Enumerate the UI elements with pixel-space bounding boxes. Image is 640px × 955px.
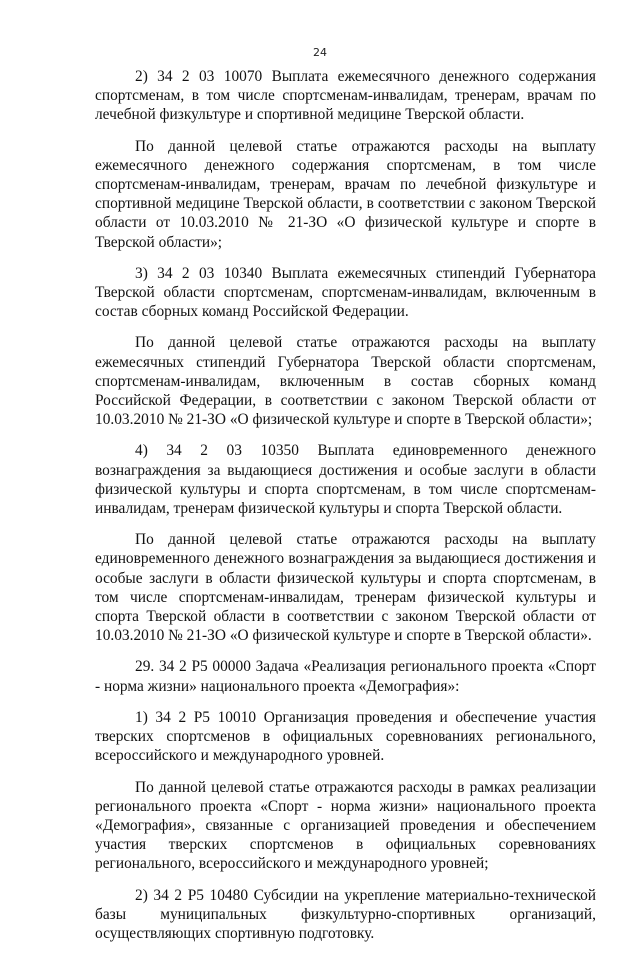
document-body: [95, 67, 596, 955]
paragraph-description-10010: По данной целевой статье отражаются расходы в рамках реализации регионального проекта «Спорт - норма жизни» национального проекта «Демография», связанные с организацией проведения и обеспечением участия тверских спортсменов в официальных соревнованиях регионального, всероссийского и международного уровней;: [95, 778, 596, 873]
paragraph-task-29-sport-norm: 29. 34 2 Р5 00000 Задача «Реализация регионального проекта «Спорт - норма жизни» национального проекта «Демография»:: [95, 658, 596, 695]
paragraph-description-10340: По данной целевой статье отражаются расходы на выплату ежемесячных стипендий Губернатора Тверской области спортсменам, спортсменам-инвалидам, включенным в состав сборных команд Российской Федерации, в соответствии с законом Тверской области от 10.03.2010 № 21-ЗО «О физической культуре и спорте в Тверской области»;: [95, 334, 596, 429]
paragraph-description-10070: По данной целевой статье отражаются расходы на выплату ежемесячного денежного содержания спортсменам, в том числе спортсменам-инвалидам, тренерам, врачам по лечебной физкультуре и спортивной медицине Тверской области, в соответствии с законом Тверской области от 10.03.2010 № 21-ЗО «О физической культуре и спорте в Тверской области»;: [95, 137, 596, 251]
paragraph-item-2-subsidies-10480: 2) 34 2 Р5 10480 Субсидии на укрепление материально-технической базы муниципальных физкультурно-спортивных организаций, осуществляющих спортивную подготовку.: [95, 886, 596, 942]
paragraph-description-10350: По данной целевой статье отражаются расходы на выплату единовременного денежного вознаграждения за выдающиеся достижения и особые заслуги в области физической культуры и спорта спортсменам, в том числе спортсменам-инвалидам, тренерам физической культуры и спорта Тверской области в соответствии с законом Тверской области от 10.03.2010 № 21-ЗО «О физической культуре и спорте в Тверской области».: [95, 531, 596, 645]
paragraph-item-2-subsidy-10070: 2) 34 2 03 10070 Выплата ежемесячного денежного содержания спортсменам, в том числе спортсменам-инвалидам, тренерам, врачам по лечебной физкультуре и спортивной медицине Тверской области.: [95, 68, 596, 124]
paragraph-item-4-reward-10350: 4) 34 2 03 10350 Выплата единовременного денежного вознаграждения за выдающиеся достижения и особые заслуги в области физической культуры и спорта спортсменам, в том числе спортсменам-инвалидам, тренерам физической культуры и спорта Тверской области.: [95, 442, 596, 518]
paragraph-item-3-scholarship-10340: 3) 34 2 03 10340 Выплата ежемесячных стипендий Губернатора Тверской области спортсменам, спортсменам-инвалидам, включенным в состав сборных команд Российской Федерации.: [95, 264, 596, 321]
paragraph-item-1-competitions-10010: 1) 34 2 Р5 10010 Организация проведения и обеспечение участия тверских спортсменов в официальных соревнованиях регионального, всероссийского и международного уровней.: [95, 708, 596, 765]
page-number: 24: [313, 46, 327, 59]
